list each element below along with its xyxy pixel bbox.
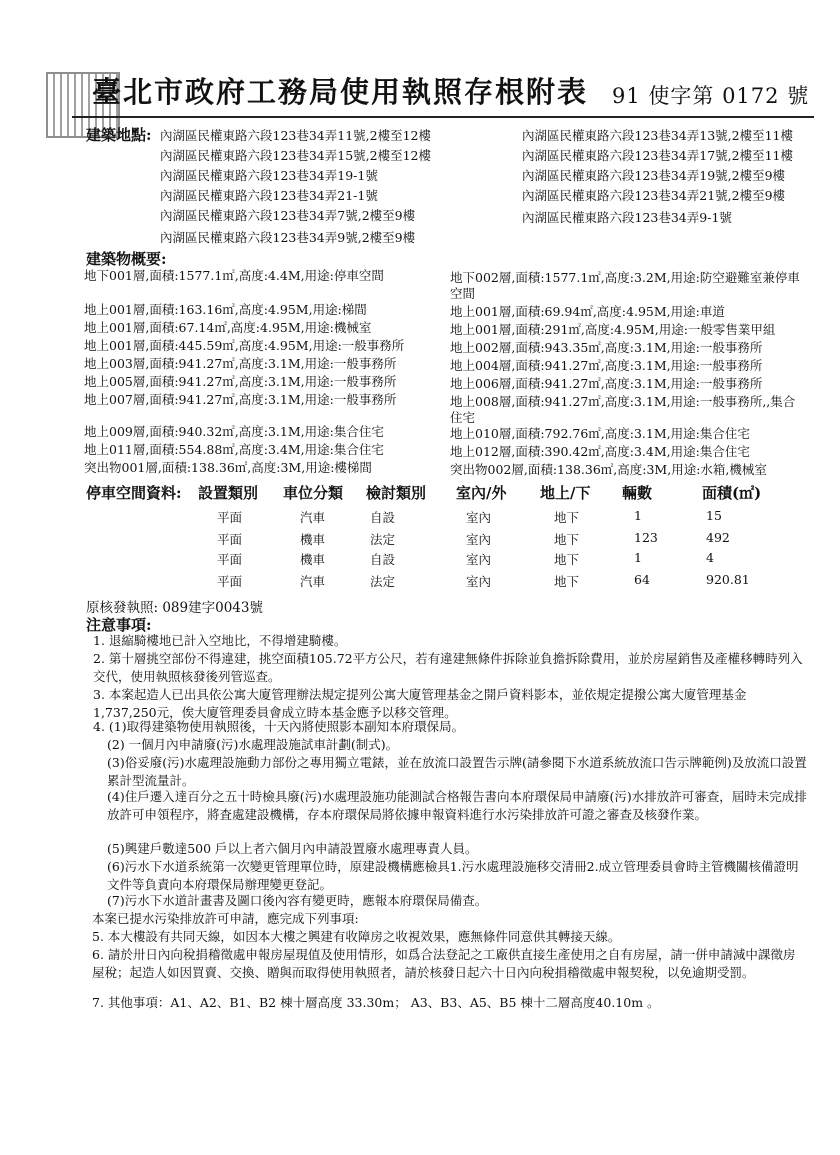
floor-entry: 地上002層,面積:943.35㎡,高度:3.1M,用途:一般事務所	[450, 340, 763, 355]
floor-entry: 地上008層,面積:941.27㎡,高度:3.1M,用途:一般事務所,,集合	[450, 394, 796, 409]
parking-cell: 法定	[370, 574, 396, 589]
parking-cell: 平面	[217, 510, 243, 525]
note-item: (7)污水下水道計畫書及圖口後內容有變更時，應報本府環保局備查。	[107, 893, 488, 908]
parking-cell: 1	[634, 550, 642, 565]
parking-cell: 汽車	[300, 574, 326, 589]
parking-cell: 自設	[370, 552, 396, 567]
floor-entry: 地上012層,面積:390.42㎡,高度:3.4M,用途:集合住宅	[450, 444, 750, 459]
address-line: 內湖區民權東路六段123巷34弄15號,2樓至12樓	[160, 148, 432, 163]
floor-entry: 地上001層,面積:291㎡,高度:4.95M,用途:一般零售業甲組	[450, 322, 776, 337]
floor-entry: 地上011層,面積:554.88㎡,高度:3.4M,用途:集合住宅	[84, 442, 384, 457]
parking-cell: 4	[706, 550, 714, 565]
floor-entry: 突出物002層,面積:138.36㎡,高度:3M,用途:水箱,機械室	[450, 462, 767, 477]
parking-cell: 室內	[466, 574, 492, 589]
address-line: 內湖區民權東路六段123巷34弄19-1號	[160, 168, 378, 183]
parking-column-header: 車位分類	[283, 484, 344, 502]
floor-entry: 地上006層,面積:941.27㎡,高度:3.1M,用途:一般事務所	[450, 376, 763, 391]
floor-entry: 空間	[450, 286, 476, 301]
address-label: 建築地點:	[86, 126, 152, 144]
parking-cell: 492	[706, 530, 730, 545]
notes-label: 注意事項:	[86, 616, 152, 634]
floor-entry: 突出物001層,面積:138.36㎡,高度:3M,用途:樓梯間	[84, 460, 372, 475]
parking-column-header: 輛數	[622, 484, 653, 502]
address-line: 內湖區民權東路六段123巷34弄19號,2樓至9樓	[522, 168, 786, 183]
parking-cell: 15	[706, 508, 722, 523]
floor-entry: 地上001層,面積:445.59㎡,高度:4.95M,用途:一般事務所	[84, 338, 405, 353]
parking-cell: 地下	[554, 510, 580, 525]
note-item: 7. 其他事項：A1、A2、B1、B2 棟十層高度 33.30m； A3、B3、A5、B5 棟十二層高度40.10m 。	[92, 995, 660, 1010]
parking-cell: 平面	[217, 552, 243, 567]
floor-entry: 地上001層,面積:67.14㎡,高度:4.95M,用途:機械室	[84, 320, 372, 335]
parking-cell: 平面	[217, 574, 243, 589]
floor-entry: 地上001層,面積:163.16㎡,高度:4.95M,用途:梯間	[84, 302, 367, 317]
address-line: 內湖區民權東路六段123巷34弄9號,2樓至9樓	[160, 230, 416, 245]
floor-entry: 地上003層,面積:941.27㎡,高度:3.1M,用途:一般事務所	[84, 356, 397, 371]
note-item: (5)興建戶數達500 戶以上者六個月內申請設置廢水處理專責人員。	[107, 841, 478, 856]
floor-entry: 地下002層,面積:1577.1㎡,高度:3.2M,用途:防空避難室兼停車	[450, 270, 800, 285]
address-line: 內湖區民權東路六段123巷34弄21號,2樓至9樓	[522, 188, 786, 203]
parking-cell: 室內	[466, 532, 492, 547]
document-number: 91 使字第 0172 號	[612, 84, 810, 108]
parking-cell: 自設	[370, 510, 396, 525]
parking-cell: 1	[634, 508, 642, 523]
note-item: 1. 退縮騎樓地已計入空地比，不得增建騎樓。	[93, 633, 347, 648]
note-item: 4. (1)取得建築物使用執照後，十天內將使照影本副知本府環保局。	[93, 719, 465, 734]
parking-cell: 法定	[370, 532, 396, 547]
original-permit: 原核發執照: 089建字0043號	[86, 600, 263, 616]
parking-cell: 機車	[300, 552, 326, 567]
parking-cell: 機車	[300, 532, 326, 547]
parking-cell: 室內	[466, 510, 492, 525]
address-line: 內湖區民權東路六段123巷34弄7號,2樓至9樓	[160, 208, 416, 223]
floor-entry: 地上007層,面積:941.27㎡,高度:3.1M,用途:一般事務所	[84, 392, 397, 407]
parking-label: 停車空間資料:	[86, 484, 182, 502]
floor-entry: 地上010層,面積:792.76㎡,高度:3.1M,用途:集合住宅	[450, 426, 750, 441]
title-rule	[72, 116, 814, 118]
parking-cell: 64	[634, 572, 650, 587]
parking-column-header: 面積(㎡)	[702, 484, 762, 502]
parking-cell: 汽車	[300, 510, 326, 525]
parking-column-header: 室內/外	[456, 484, 507, 502]
note-item: 2. 第十層挑空部份不得違建，挑空面積105.72平方公尺，若有違建無條件拆除並負擔拆除費用，並於房屋銷售及產權移轉時列入交代，使用執照核發後列管巡查。	[93, 651, 803, 684]
parking-column-header: 地上/下	[540, 484, 591, 502]
note-item: 3. 本案起造人已出具依公寓大廈管理辦法規定提列公寓大廈管理基金之開戶資料影本，並依規定提撥公寓大廈管理基金1,737,250元，俟大廈管理委員會成立時本基金應予以移交管理。	[93, 687, 747, 720]
floor-entry: 地上001層,面積:69.94㎡,高度:4.95M,用途:車道	[450, 304, 725, 319]
floor-entry: 地下001層,面積:1577.1㎡,高度:4.4M,用途:停車空間	[84, 268, 384, 283]
address-line: 內湖區民權東路六段123巷34弄9-1號	[522, 210, 732, 225]
floor-entry: 地上009層,面積:940.32㎡,高度:3.1M,用途:集合住宅	[84, 424, 384, 439]
floor-entry: 地上004層,面積:941.27㎡,高度:3.1M,用途:一般事務所	[450, 358, 763, 373]
note-item: (4)住戶遷入達百分之五十時檢具廢(污)水處理設施功能測試合格報告書向本府環保局申請廢(污)水排放許可審查，屆時未完成排放許可申領程序，將査處建設機構，存本府環保局將依據申報資料進行水污染排放許可證之審查及核發作業。	[107, 789, 807, 822]
parking-cell: 123	[634, 530, 658, 545]
floor-entry: 住宅	[450, 410, 476, 425]
parking-cell: 地下	[554, 532, 580, 547]
document-title: 臺北市政府工務局使用執照存根附表	[92, 75, 589, 109]
note-item: (3)俗妥廢(污)水處理設施動力部份之專用獨立電錶，並在放流口設置告示牌(請參閱下水道系統放流口告示牌範例)及放流口設置累計型流量計。	[107, 755, 807, 788]
overview-label: 建築物概要:	[86, 250, 167, 268]
note-item: 5. 本大樓設有共同天線，如因本大樓之興建有收障房之收視效果，應無條件同意供其轉接天線。	[92, 929, 621, 944]
parking-column-header: 檢討類別	[366, 484, 427, 502]
address-line: 內湖區民權東路六段123巷34弄17號,2樓至11樓	[522, 148, 794, 163]
note-item: (2) 一個月內申請廢(污)水處理設施試車計劃(制式)。	[107, 737, 399, 752]
address-line: 內湖區民權東路六段123巷34弄11號,2樓至12樓	[160, 128, 432, 143]
note-item: (6)污水下水道系統第一次變更管理單位時，原建設機構應檢具1.污水處理設施移交清冊2.成立管理委員會時主管機關核備證明文件等負責向本府環保局辦理變更登記。	[107, 859, 799, 892]
address-line: 內湖區民權東路六段123巷34弄13號,2樓至11樓	[522, 128, 794, 143]
address-line: 內湖區民權東路六段123巷34弄21-1號	[160, 188, 378, 203]
parking-cell: 地下	[554, 574, 580, 589]
parking-cell: 室內	[466, 552, 492, 567]
floor-entry: 地上005層,面積:941.27㎡,高度:3.1M,用途:一般事務所	[84, 374, 397, 389]
parking-cell: 平面	[217, 532, 243, 547]
parking-column-header: 設置類別	[198, 484, 259, 502]
parking-cell: 地下	[554, 552, 580, 567]
note-item: 6. 請於卅日內向稅捐稽徵處申報房屋現值及使用情形，如爲合法登記之工廠供直接生產使用之自有房屋，請一併申請減中課徵房屋稅；起造人如因買賣、交換、贈與而取得使用執照者，請於核發日起六十日內向稅捐稽徵處申報契稅，以免逾期受罰。	[92, 947, 796, 980]
parking-cell: 920.81	[706, 572, 750, 587]
note-item: 本案已提水污染排放許可申請，應完成下列事項:	[92, 911, 359, 926]
